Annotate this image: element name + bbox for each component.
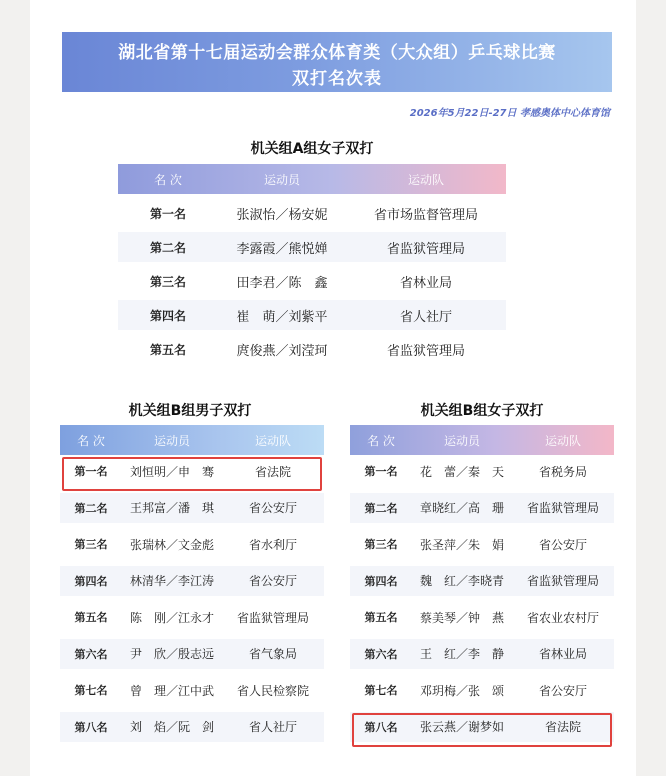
cell-players: 花 蕾／秦 天	[419, 464, 504, 479]
cell-players: 刘恒明／申 骞	[129, 464, 214, 479]
cell-team: 省公安厅	[538, 683, 587, 698]
cell-players: 张圣萍／朱 娟	[419, 537, 504, 552]
cell-rank: 第五名	[74, 611, 108, 624]
cell-rank: 第七名	[74, 684, 108, 697]
cell-team: 省法院	[254, 464, 291, 479]
cell-team: 省公安厅	[538, 537, 587, 552]
cell-team: 省气象局	[248, 647, 297, 661]
cell-players: 张瑞林／文金彪	[129, 537, 214, 552]
cell-team: 省水利厅	[248, 537, 297, 552]
table-row	[60, 529, 324, 559]
header-team: 运动队	[254, 433, 291, 448]
cell-rank: 第二名	[74, 501, 108, 515]
sub-title: 双打名次表	[292, 69, 382, 89]
cell-players: 张云燕／谢梦如	[419, 720, 504, 734]
header-players: 运动员	[263, 172, 300, 187]
cell-team: 省监狱管理局	[236, 610, 309, 625]
cell-team: 省公安厅	[248, 574, 297, 588]
cell-rank: 第八名	[364, 720, 398, 734]
table-row	[350, 602, 614, 632]
cell-players: 曾 理／江中武	[129, 683, 214, 698]
cell-players: 林清华／李江涛	[129, 574, 214, 588]
table-row	[350, 566, 614, 596]
table-row	[60, 675, 324, 705]
cell-players: 魏 红／李晓青	[419, 574, 504, 588]
cell-team: 省人社厅	[248, 720, 297, 734]
table-header-b-women	[350, 425, 614, 455]
table-row	[350, 456, 614, 486]
header-rank: 名 次	[154, 172, 182, 187]
cell-players: 田李君／陈 鑫	[236, 275, 328, 291]
section-title-b-men: 机关组B组男子双打	[128, 403, 252, 419]
title-banner	[62, 32, 612, 92]
cell-rank: 第五名	[149, 342, 186, 357]
cell-players: 庹俊燕／刘滢珂	[236, 343, 328, 359]
cell-team: 省林业局	[399, 275, 452, 291]
table-row	[118, 334, 506, 364]
cell-players: 王邦富／潘 琪	[129, 501, 214, 515]
cell-team: 省公安厅	[248, 501, 297, 515]
table-row	[350, 493, 614, 523]
cell-players: 尹 欣／殷志远	[129, 647, 214, 661]
results-document	[30, 0, 636, 776]
main-title: 湖北省第十七届运动会群众体育类（大众组）乒乓球比赛	[118, 43, 556, 63]
date-venue: 2026年5月22日-27日 孝感奥体中心体育馆	[409, 108, 610, 119]
table-row	[60, 639, 324, 669]
cell-rank: 第一名	[149, 206, 186, 221]
cell-rank: 第二名	[149, 240, 186, 255]
cell-rank: 第七名	[364, 684, 398, 697]
table-row	[350, 639, 614, 669]
cell-rank: 第六名	[364, 647, 398, 661]
cell-team: 省人社厅	[399, 309, 452, 325]
cell-players: 崔 萌／刘紫平	[236, 309, 328, 325]
cell-team: 省税务局	[538, 464, 587, 479]
table-row	[350, 529, 614, 559]
cell-team: 省监狱管理局	[526, 501, 599, 515]
table-row	[118, 232, 506, 262]
cell-team: 省农业农村厅	[526, 610, 599, 625]
cell-rank: 第三名	[74, 538, 108, 551]
cell-rank: 第三名	[364, 538, 398, 551]
cell-players: 王 红／李 静	[419, 647, 504, 661]
table-row	[60, 712, 324, 742]
cell-rank: 第一名	[74, 465, 108, 478]
cell-players: 章晓红／高 珊	[419, 501, 504, 515]
cell-team: 省市场监督管理局	[373, 207, 478, 223]
cell-rank: 第四名	[74, 574, 108, 588]
cell-team: 省法院	[544, 720, 581, 734]
cell-rank: 第八名	[74, 720, 108, 734]
cell-team: 省监狱管理局	[386, 343, 465, 359]
table-header-b-men	[60, 425, 324, 455]
table-row	[118, 300, 506, 330]
header-rank: 名 次	[77, 433, 105, 448]
section-title-b-women: 机关组B组女子双打	[420, 403, 544, 419]
cell-players: 李露霞／熊悦婵	[236, 241, 328, 257]
cell-team: 省人民检察院	[236, 683, 309, 698]
header-team: 运动队	[544, 433, 581, 448]
cell-team: 省监狱管理局	[386, 241, 465, 257]
cell-players: 刘 焰／阮 剑	[129, 720, 214, 734]
table-row	[118, 266, 506, 296]
cell-rank: 第一名	[364, 465, 398, 478]
cell-players: 蔡美琴／钟 燕	[419, 610, 504, 625]
cell-rank: 第四名	[364, 574, 398, 588]
table-row	[60, 566, 324, 596]
highlight-box	[62, 457, 322, 491]
cell-rank: 第三名	[149, 274, 186, 289]
table-row	[60, 493, 324, 523]
table-row	[118, 198, 506, 228]
header-team: 运动队	[407, 172, 444, 187]
cell-players: 陈 刚／江永才	[129, 610, 214, 625]
cell-team: 省监狱管理局	[526, 574, 599, 588]
highlight-box	[352, 713, 612, 747]
cell-rank: 第二名	[364, 501, 398, 515]
table-row	[60, 602, 324, 632]
table-header-a	[118, 164, 506, 194]
header-players: 运动员	[153, 433, 190, 448]
cell-rank: 第六名	[74, 647, 108, 661]
section-title-a: 机关组A组女子双打	[250, 141, 374, 157]
header-rank: 名 次	[367, 433, 395, 448]
cell-team: 省林业局	[538, 647, 587, 661]
table-row	[350, 675, 614, 705]
cell-rank: 第四名	[149, 308, 186, 323]
header-players: 运动员	[443, 433, 480, 448]
cell-players: 张淑怡／杨安妮	[236, 207, 328, 223]
cell-players: 邓玥梅／张 颂	[419, 683, 504, 698]
cell-rank: 第五名	[364, 611, 398, 624]
